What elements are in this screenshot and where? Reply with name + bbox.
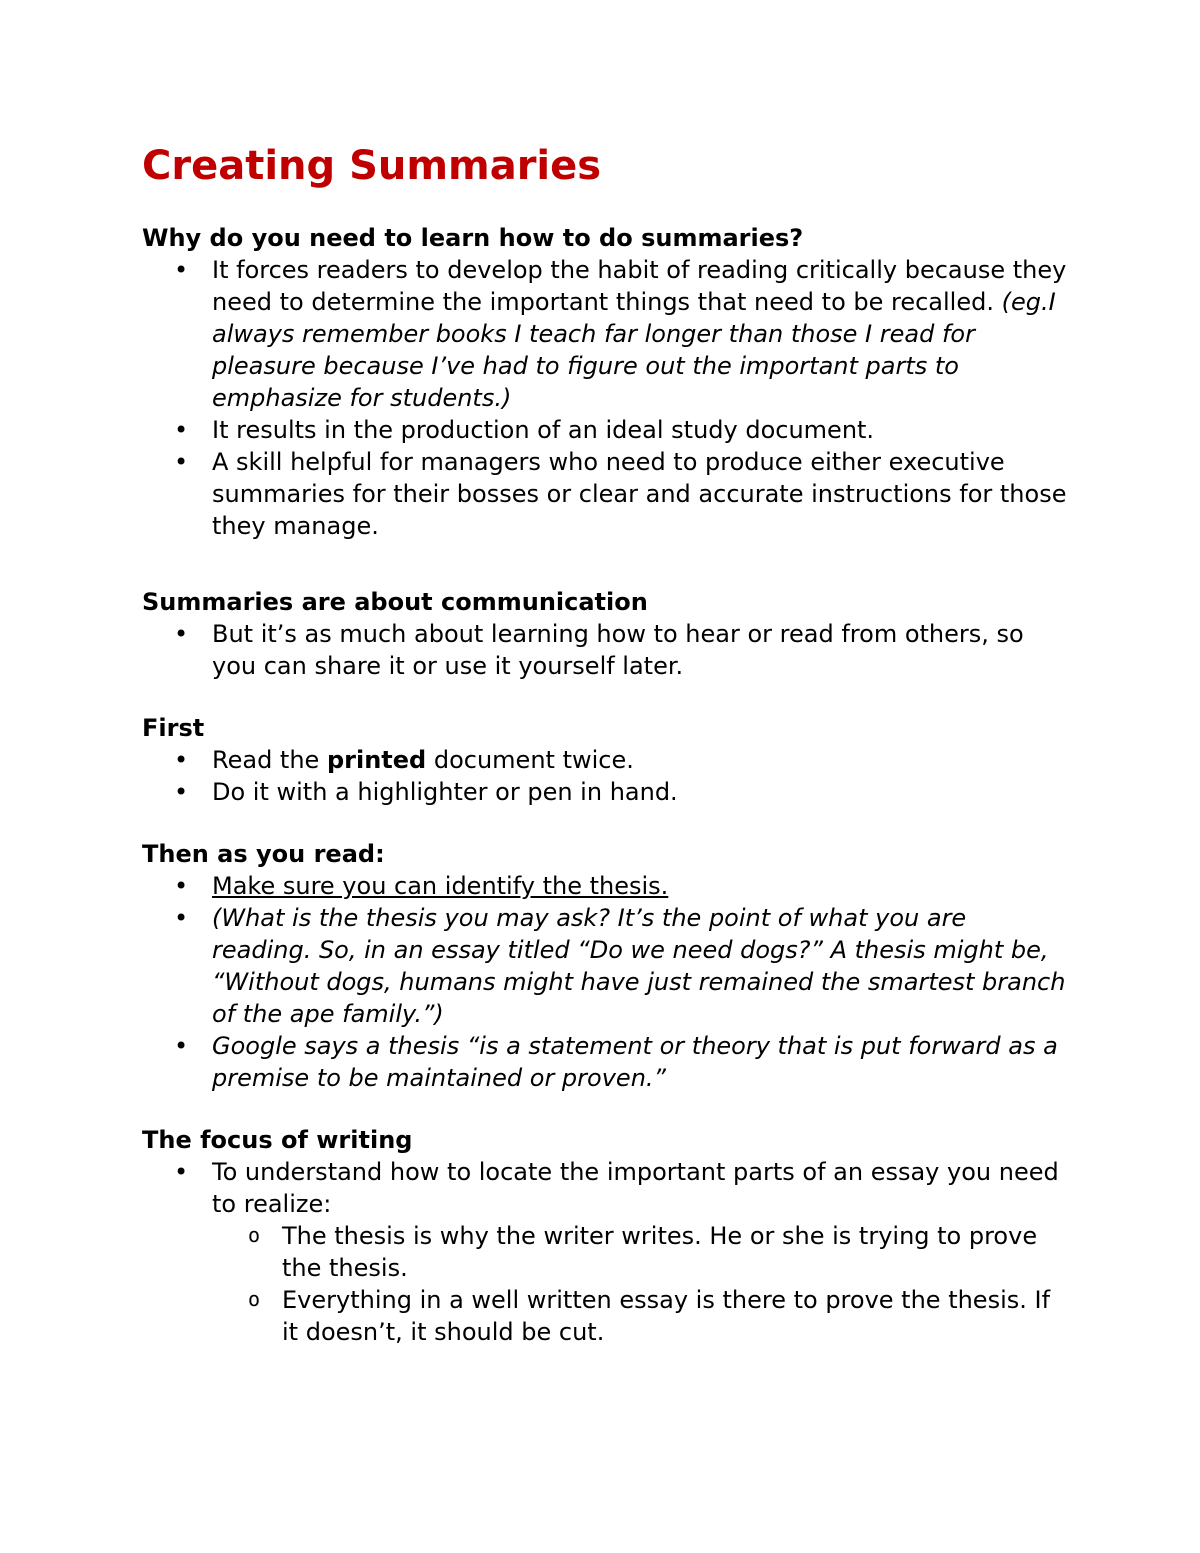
spacer [142,542,1072,586]
list-item [142,414,1072,446]
section-first [142,712,1072,808]
bullet-list [142,1156,1072,1348]
section-heading: First [142,714,205,742]
list-item [142,744,1072,776]
bullet-list [142,744,1072,808]
bullet-text: Do it with a highlighter or pen in hand. [212,778,678,806]
bullet-text: Read the [212,746,327,774]
sub-bullet-text: Everything in a well written essay is there to prove the thesis. If it doesn’t, it should be cut. [282,1286,1051,1346]
section-heading: The focus of writing [142,1126,413,1154]
bullet-list [142,870,1072,1094]
sub-list-item [212,1284,1072,1348]
list-item [142,254,1072,414]
bullet-text: To understand how to locate the important parts of an essay you need to realize: [212,1158,1059,1218]
section-heading: Then as you read: [142,840,385,868]
bullet-italic-note: (eg.I always remember books I teach far longer than those I read for pleasure because I’ve had to figure out the important parts to emphasize for students.) [212,288,1056,412]
bullet-italic-text: (What is the thesis you may ask? It’s the point of what you are reading. So, in an essay titled “Do we need dogs?” A thesis might be, “Without dogs, humans might have just remained the smartest branch of the ape family.”) [212,904,1066,1028]
list-item [142,1156,1072,1348]
spacer [142,1094,1072,1124]
list-item [142,1030,1072,1094]
list-item [142,870,1072,902]
bullet-text: It results in the production of an ideal study document. [212,416,875,444]
sub-list-item [212,1220,1072,1284]
list-item [142,902,1072,1030]
spacer [142,682,1072,712]
section-communication [142,586,1072,682]
section-heading: Summaries are about communication [142,588,648,616]
list-item [142,446,1072,542]
bullet-text: But it’s as much about learning how to hear or read from others, so you can share it or use it yourself later. [212,620,1024,680]
list-item [142,618,1072,682]
section-why [142,222,1072,542]
sub-bullet-text: The thesis is why the writer writes. He or she is trying to prove the thesis. [282,1222,1038,1282]
bullet-text: A skill helpful for managers who need to produce either executive summaries for their bosses or clear and accurate instructions for those they manage. [212,448,1067,540]
section-focus [142,1124,1072,1348]
section-heading: Why do you need to learn how to do summaries? [142,224,804,252]
document-page [142,138,1072,1348]
list-item [142,776,1072,808]
bullet-list [142,254,1072,542]
bullet-text: It forces readers to develop the habit of reading critically because they need to determine the important things that need to be recalled. [212,256,1067,316]
sub-bullet-list [212,1220,1072,1348]
bullet-list [142,618,1072,682]
bullet-bold-word: printed [326,746,427,774]
bullet-underlined-text: Make sure you can identify the thesis. [212,872,669,900]
document-title: Creating Summaries [142,143,602,189]
spacer [142,194,1072,222]
bullet-text: document twice. [426,746,634,774]
section-then [142,838,1072,1094]
bullet-italic-text: Google says a thesis “is a statement or theory that is put forward as a premise to be maintained or proven.” [212,1032,1058,1092]
spacer [142,808,1072,838]
